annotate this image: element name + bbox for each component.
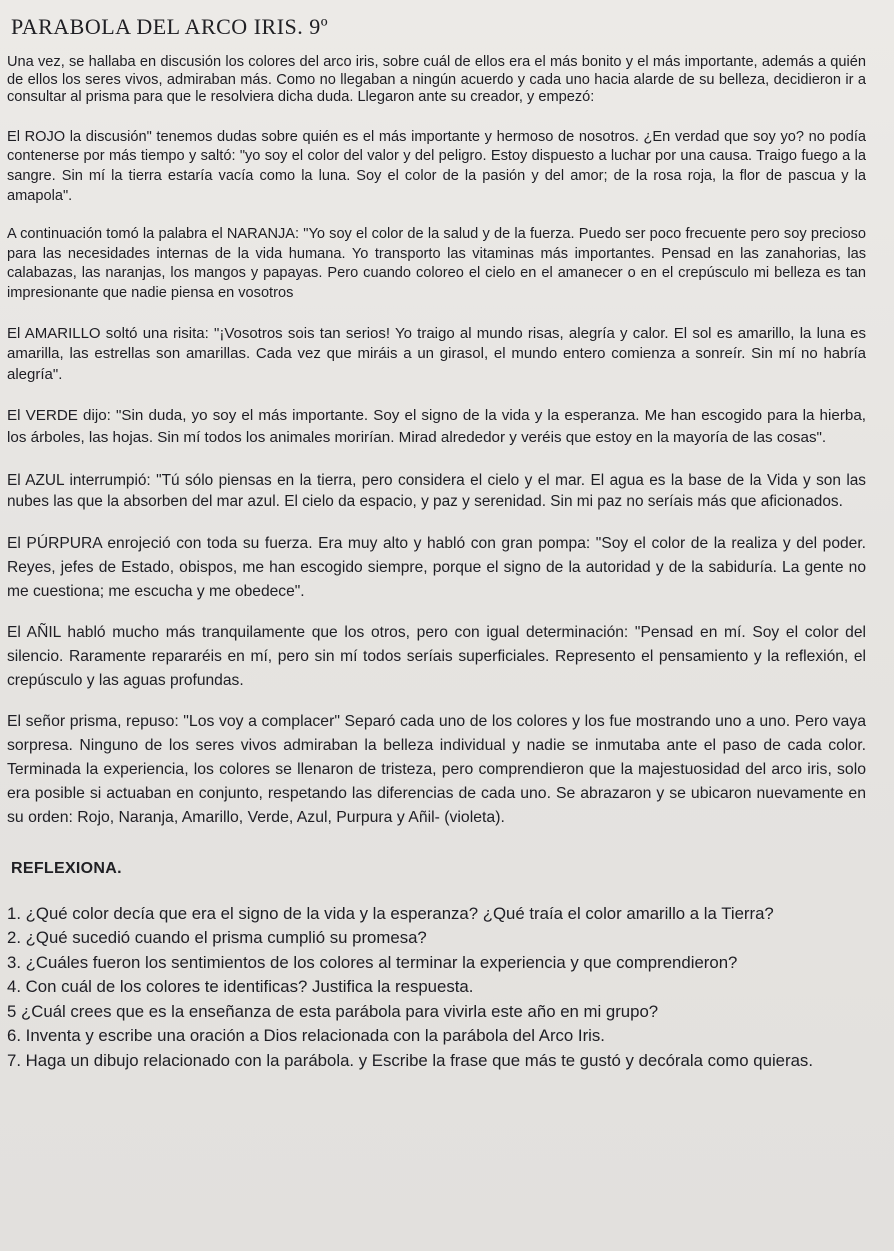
paragraph-anil: El AÑIL habló mucho más tranquilamente que los otros, pero con igual determinación: "Pensad en mí. Soy el color del silencio. Raramente repararéis en mí, pero sin mí todos seríais superficiales. Represento el pensamiento y la reflexión, el crepúsculo y las aguas profundas. xyxy=(7,623,866,689)
question-list xyxy=(7,902,866,1074)
question-item: 4. Con cuál de los colores te identificas? Justifica la respuesta. xyxy=(7,977,474,997)
section-heading-reflexiona: REFLEXIONA. xyxy=(11,859,122,877)
question-item: 7. Haga un dibujo relacionado con la parábola. y Escribe la frase que más te gustó y decórala como quieras. xyxy=(7,1050,813,1070)
question-item: 1. ¿Qué color decía que era el signo de la vida y la esperanza? ¿Qué traía el color amarillo a la Tierra? xyxy=(7,903,774,923)
paragraph-azul: El AZUL interrumpió: "Tú sólo piensas en la tierra, pero considera el cielo y el mar. El agua es la base de la Vida y son las nubes las que la absorben del mar azul. El cielo da espacio, y paz y serenidad. Sin mi paz no seríais más que aficionados. xyxy=(7,471,866,511)
paragraph-amarillo: El AMARILLO soltó una risita: "¡Vosotros sois tan serios! Yo traigo al mundo risas, alegría y calor. El sol es amarillo, la luna es amarilla, las estrellas son amarillas. Cada vez que miráis a un girasol, el mundo entero comienza a sonreír. Sin mí no habría alegría". xyxy=(7,324,866,383)
paragraph-verde: El VERDE dijo: "Sin duda, yo soy el más importante. Soy el signo de la vida y la esperanza. Me han escogido para la hierba, los árboles, las hojas. Sin mí todos los animales morirían. Mirad alrededor y veréis que estoy en la mayoría de las cosas". xyxy=(7,407,866,446)
paragraph-purpura: El PÚRPURA enrojeció con toda su fuerza. Era muy alto y habló con gran pompa: "Soy el color de la realiza y del poder. Reyes, jefes de Estado, obispos, me han escogido siempre, porque el signo de la autoridad y de la sabiduría. La gente no me cuestiona; me escucha y me obedece". xyxy=(7,534,866,600)
paragraph-intro: Una vez, se hallaba en discusión los colores del arco iris, sobre cuál de ellos era el más bonito y el más importante, además a quién de ellos los seres vivos, admiraban más. Como no llegaban a ningún acuerdo y cada uno hacia alarde de su belleza, decidieron ir a consultar al prisma para que le resolviera dicha duda. Llegaron ante su creador, y empezó: xyxy=(7,54,866,106)
paragraph-prisma: El señor prisma, repuso: "Los voy a complacer" Separó cada uno de los colores y los fue mostrando uno a uno. Pero vaya sorpresa. Ninguno de los seres vivos admiraban la belleza individual y nadie se inmutaba ante el paso de cada color. Terminada la experiencia, los colores se llenaron de tristeza, pero comprendieron que la majestuosidad del arco iris, solo era posible si actuaban en conjunto, respetando las diferencias de cada uno. Se abrazaron y se ubicaron nuevamente en su orden: Rojo, Naranja, Amarillo, Verde, Azul, Purpura y Añil- (violeta). xyxy=(7,712,866,826)
paragraph-naranja: A continuación tomó la palabra el NARANJA: "Yo soy el color de la salud y de la fuerza. Puedo ser poco frecuente pero soy precioso para las necesidades internas de la vida humana. Yo transporto las vitaminas más importantes. Pensad en las zanahorias, las calabazas, las naranjas, los mangos y papayas. Pero cuando coloreo el cielo en el amanecer o en el crepúsculo mi belleza es tan impresionante que nadie piensa en vosotros xyxy=(7,226,866,301)
question-item: 6. Inventa y escribe una oración a Dios relacionada con la parábola del Arco Iris. xyxy=(7,1026,605,1046)
paragraph-rojo: El ROJO la discusión" tenemos dudas sobre quién es el más importante y hermoso de nosotros. ¿En verdad que soy yo? no podía contenerse por más tiempo y saltó: "yo soy el color del valor y del peligro. Estoy dispuesto a luchar por una causa. Traigo fuego a la sangre. Sin mí la tierra estaría vacía como la luna. Soy el color de la pasión y del amor; de la rosa roja, la flor de pascua y la amapola". xyxy=(7,128,866,204)
question-item: 3. ¿Cuáles fueron los sentimientos de los colores al terminar la experiencia y que comprendieron? xyxy=(7,952,738,972)
document-title: PARABOLA DEL ARCO IRIS. 9º xyxy=(11,14,329,39)
question-item: 2. ¿Qué sucedió cuando el prisma cumplió su promesa? xyxy=(7,928,427,948)
question-item: 5 ¿Cuál crees que es la enseñanza de esta parábola para vivirla este año en mi grupo? xyxy=(7,1001,659,1021)
